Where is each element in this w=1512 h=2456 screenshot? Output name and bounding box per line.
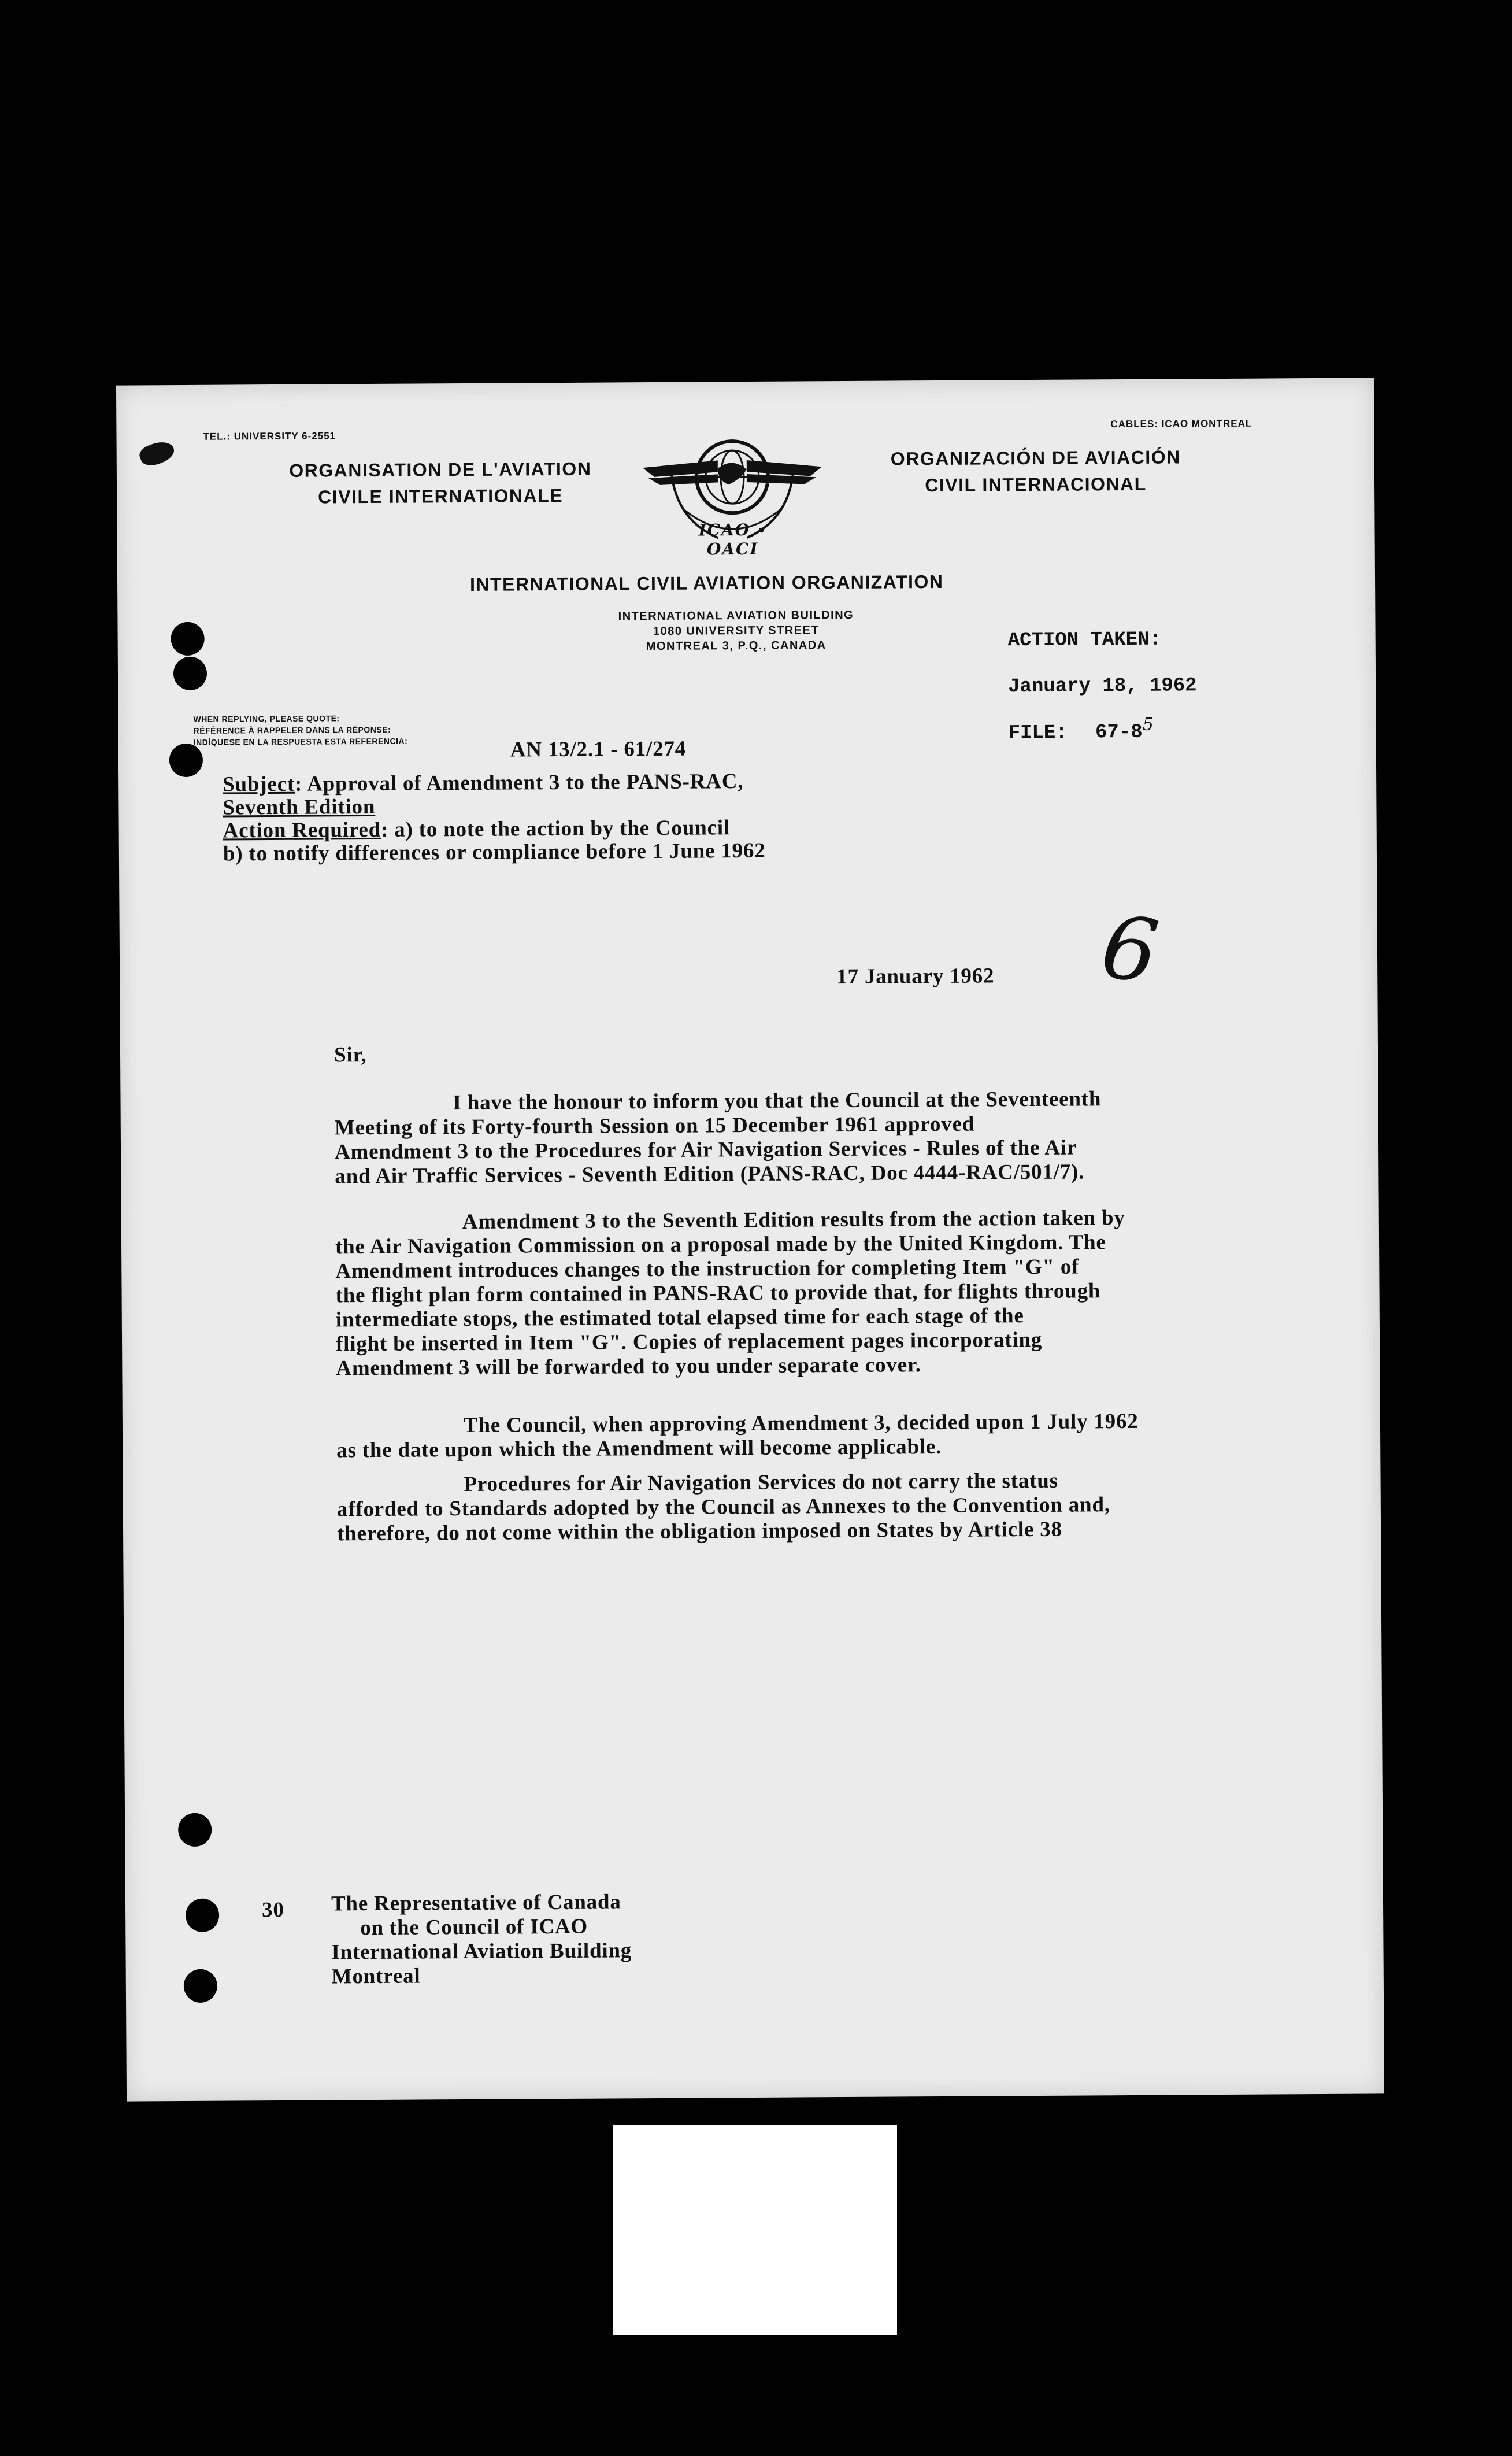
action-required-label: Action Required xyxy=(223,818,381,843)
paragraph-3: The Council, when approving Amendment 3, decided upon 1 July 1962 as the date upon which the Amendment will become applicable. xyxy=(336,1409,1139,1463)
punch-hole xyxy=(173,657,207,690)
letter-date: 17 January 1962 xyxy=(836,964,995,989)
action-required-a: : a) to note the action by the Council xyxy=(380,816,731,842)
telephone-number: TEL.: UNIVERSITY 6-2551 xyxy=(203,430,336,442)
subject-edition: Seventh Edition xyxy=(223,794,376,820)
paragraph-1: I have the honour to inform you that the Council at the Seventeenth Meeting of its Forty-fourth Session on 15 December 1961 approved Amendment 3 to the Procedures for Air Navigation Services - Rules of the Air and Air Traffic Services - Seventh Edition (PANS-RAC, Doc 4444-RAC/501/7). xyxy=(334,1087,1102,1189)
file-reference: AN 13/2.1 - 61/274 xyxy=(510,737,687,762)
punch-hole xyxy=(186,1899,219,1932)
punch-hole xyxy=(184,1969,217,2003)
handwritten-mark: 6 xyxy=(1095,896,1164,1004)
icao-logo xyxy=(636,421,828,559)
ink-smudge xyxy=(137,438,177,469)
punch-hole xyxy=(171,622,204,656)
cable-address: CABLES: ICAO MONTREAL xyxy=(1110,417,1252,430)
action-taken-label: ACTION TAKEN: xyxy=(1007,628,1162,652)
subject-label: Subject xyxy=(223,772,295,797)
action-required-b: b) to notify differences or compliance before 1 June 1962 xyxy=(223,838,766,866)
file-number: FILE: $67-8^5$ xyxy=(1008,714,1154,745)
logo-caption: ICAO ∘ OACI xyxy=(698,520,767,559)
white-target-card xyxy=(613,2125,897,2335)
org-name-spanish: ORGANIZACIÓN DE AVIACIÓN CIVIL INTERNACIONAL xyxy=(890,446,1181,496)
org-address: INTERNATIONAL AVIATION BUILDING 1080 UNIVERSITY STREET MONTREAL 3, P.Q., CANADA xyxy=(618,608,854,653)
recipient-address: The Representative of Canada on the Council of ICAO International Aviation Building Montreal xyxy=(331,1890,632,1989)
paragraph-4: Procedures for Air Navigation Services do not carry the status afforded to Standards adopted by the Council as Annexes to the Convention and, therefore, do not come within the obligation imposed on States by Article 38 xyxy=(336,1469,1111,1546)
org-name-english: INTERNATIONAL CIVIL AVIATION ORGANIZATION xyxy=(469,571,944,595)
recipient-code: 30 xyxy=(261,1898,284,1922)
punch-hole xyxy=(178,1813,212,1847)
letter-page xyxy=(116,378,1384,2101)
reply-reference-instructions: WHEN REPLYING, PLEASE QUOTE: RÉFÉRENCE À RAPPELER DANS LA RÉPONSE: INDÍQUESE EN LA RESPUESTA ESTA REFERENCIA: xyxy=(193,713,408,747)
subject-block xyxy=(223,770,766,866)
punch-hole xyxy=(169,744,203,777)
subject-text: : Approval of Amendment 3 to the PANS-RAC, xyxy=(294,770,744,796)
salutation: Sir, xyxy=(333,1043,367,1067)
action-taken-date: January 18, 1962 xyxy=(1008,675,1197,698)
paragraph-2: Amendment 3 to the Seventh Edition results from the action taken by the Air Navigation Commission on a proposal made by the United Kingdom. The Amendment introduces changes to the instruction for completing Item "G" of the flight plan form contained in PANS-RAC to provide that, for flights through intermediate stops, the estimated total elapsed time for each stage of the flight be inserted in Item "G". Copies of replacement pages incorporating Amendment 3 will be forwarded to you under separate cover. xyxy=(335,1206,1125,1381)
org-name-french: ORGANISATION DE L'AVIATION CIVILE INTERNATIONALE xyxy=(289,458,592,508)
